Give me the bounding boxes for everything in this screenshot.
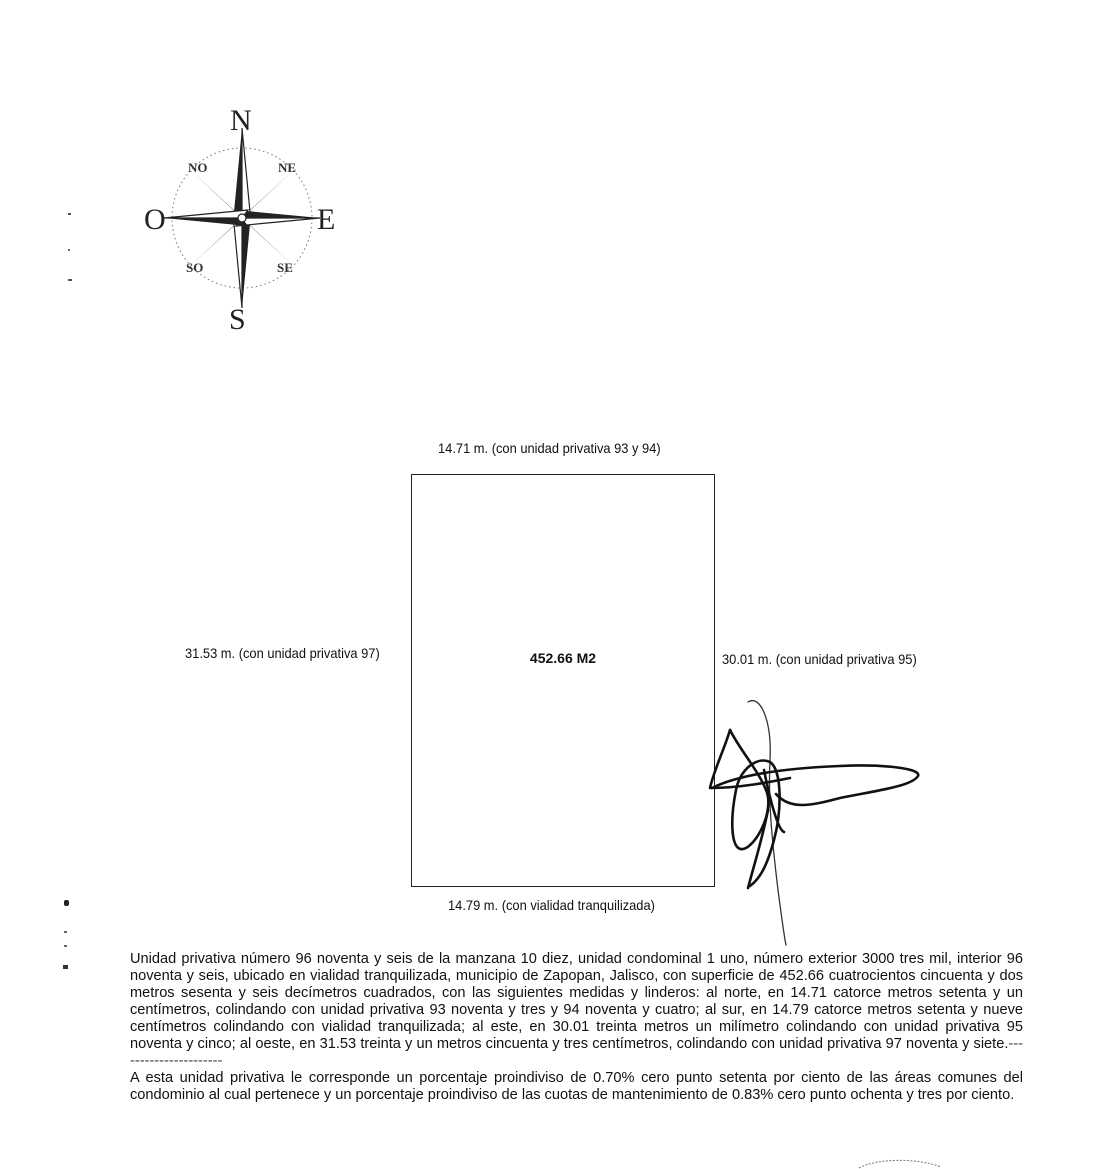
scan-speck (68, 279, 72, 281)
description-trailer: ---------------------- (130, 1036, 1023, 1069)
plot-outline (411, 474, 715, 887)
description-text-1: Unidad privativa número 96 noventa y seis de la manzana 10 diez, unidad condominal 1 uno, número exterior 3000 tres mil, interior 96 noventa y seis, ubicado en vialidad tranquilizada, municipio de Zapopan, Jalisco, con superficie de 452.66 cuatrocientos cincuenta y dos metros sesenta y seis decímetros cuadrados, con las siguientes medidas y linderos: al norte, en 14.71 catorce metros setenta y un centímetros, colindando con unidad privativa 93 noventa y tres y 94 noventa y cuatro; al sur, en 14.79 catorce metros setenta y nueve centímetros colindando con vialidad tranquilizada; al este, en 30.01 treinta metros un milímetro colindando con unidad privativa 95 noventa y cinco; al oeste, en 31.53 treinta y un metros cincuenta y tres centímetros, colindando con unidad privativa 97 noventa y siete. (130, 951, 1023, 1052)
compass-point-south (242, 218, 250, 308)
compass-south-label: S (229, 303, 246, 336)
compass-sw-label: SO (186, 260, 204, 275)
scan-speck (64, 931, 67, 933)
scan-speck (68, 213, 71, 215)
compass-se-label: SE (277, 260, 293, 275)
scan-speck (64, 900, 69, 906)
description-paragraph-2: A esta unidad privativa le corresponde un porcentaje proindiviso de 0.70% cero punto setenta por ciento de las áreas comunes del condominio al cual pertenece y un porcentaje proindiviso de las cuotas de mantenimiento de 0.83% cero punto ochenta y tres por ciento. (130, 1070, 1023, 1103)
east-boundary-label: 30.01 m. (con unidad privativa 95) (722, 651, 917, 667)
compass-rose (130, 100, 350, 340)
compass-point-north (234, 128, 242, 218)
signature (700, 690, 940, 950)
compass-ne-label: NE (278, 160, 297, 175)
compass-north-label: N (230, 104, 252, 137)
stamp-fragment (855, 1155, 945, 1169)
compass-west-label: O (144, 203, 166, 236)
compass-east-label: E (317, 203, 336, 236)
west-boundary-label: 31.53 m. (con unidad privativa 97) (185, 645, 380, 661)
north-boundary-label: 14.71 m. (con unidad privativa 93 y 94) (438, 440, 661, 456)
scan-speck (68, 249, 70, 251)
plot-area-label: 452.66 M2 (529, 650, 597, 666)
south-boundary-label: 14.79 m. (con vialidad tranquilizada) (448, 897, 655, 913)
scan-speck (64, 945, 67, 947)
description-paragraph-1 (130, 951, 1023, 1070)
property-description (130, 951, 1023, 1104)
compass-nw-label: NO (188, 160, 208, 175)
scan-speck (63, 965, 68, 969)
